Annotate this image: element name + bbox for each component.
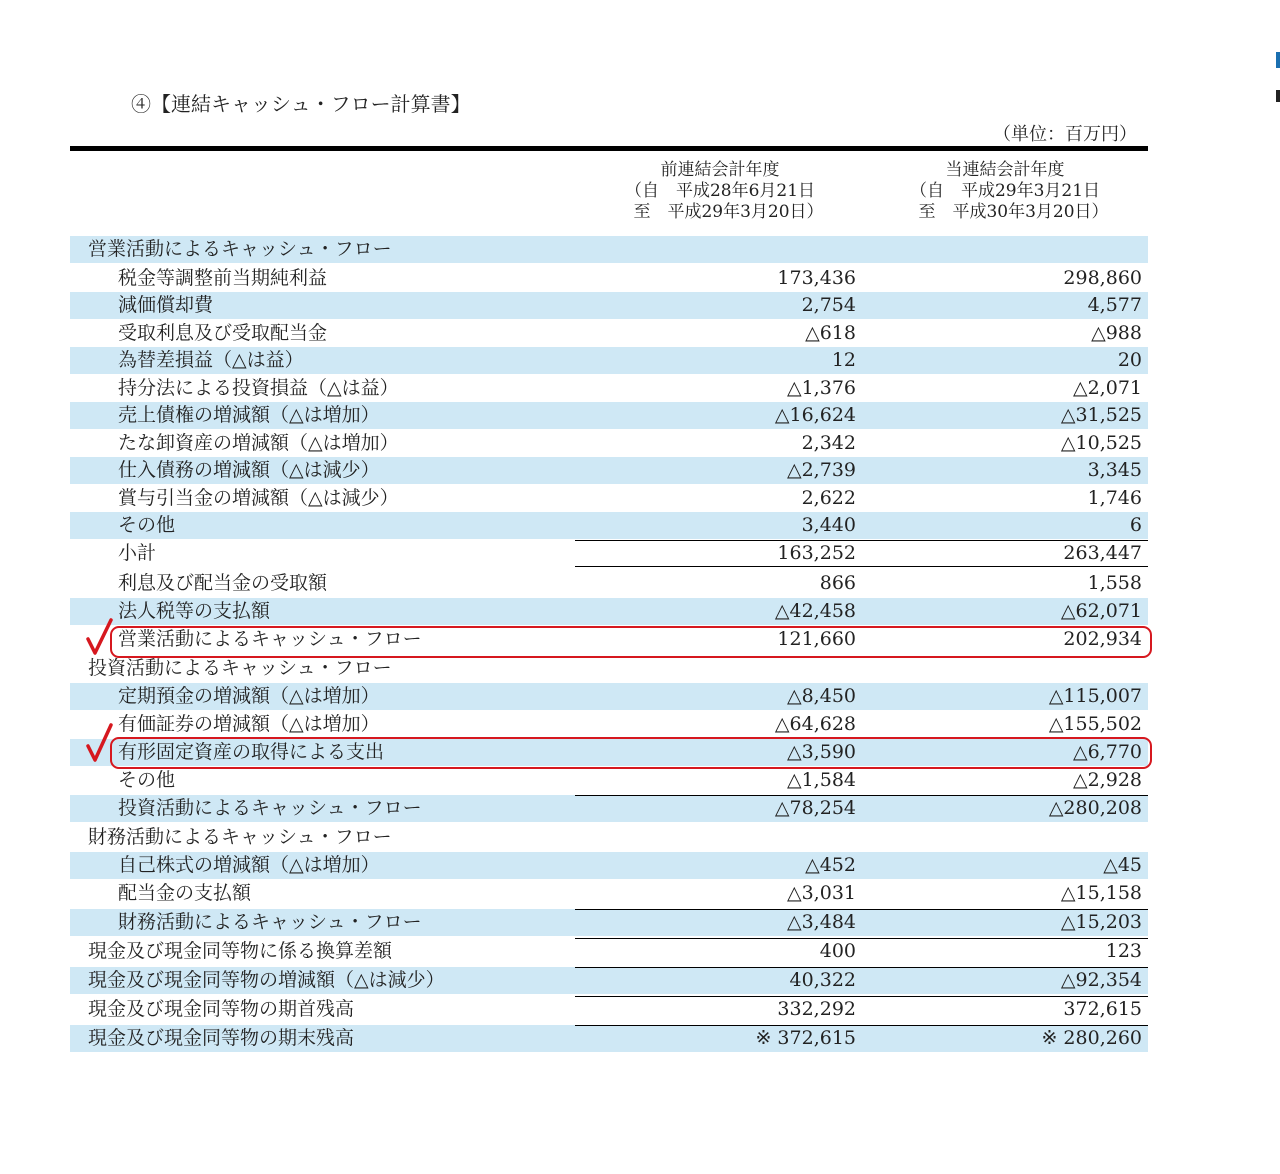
- prev-year-value: △16,624: [774, 404, 856, 426]
- current-year-value: △115,007: [1048, 685, 1142, 707]
- prev-year-value: △8,450: [786, 685, 856, 707]
- table-row: [70, 824, 1148, 851]
- current-year-value: △280,208: [1048, 797, 1142, 819]
- highlight-box-ppe-acquisition: [110, 737, 1152, 769]
- row-label: 受取利息及び受取配当金: [118, 322, 328, 344]
- current-year-value: 263,447: [1063, 542, 1142, 564]
- current-year-value: 1,558: [1087, 572, 1142, 594]
- row-label: 売上債権の増減額（△は増加）: [118, 404, 380, 426]
- current-year-value: △155,502: [1048, 713, 1142, 735]
- table-row: [70, 570, 1148, 597]
- prev-year-value: △78,254: [774, 797, 856, 819]
- current-year-value: 6: [1129, 514, 1142, 536]
- current-year-value: △10,525: [1060, 432, 1142, 454]
- current-year-value: △2,928: [1072, 769, 1142, 791]
- column-header-prev-year: 前連結会計年度 （自 平成28年6月21日 至 平成29年3月20日）: [624, 160, 824, 222]
- row-label: 定期預金の増減額（△は増加）: [118, 685, 380, 707]
- row-label: 法人税等の支払額: [118, 600, 271, 622]
- row-label: 自己株式の増減額（△は増加）: [118, 854, 380, 876]
- table-row: [70, 402, 1148, 429]
- row-label: 営業活動によるキャッシュ・フロー: [88, 238, 392, 260]
- row-label: その他: [118, 769, 176, 791]
- current-year-value: 298,860: [1063, 267, 1142, 289]
- window-edge: [1276, 52, 1280, 68]
- current-year-value: △988: [1091, 322, 1142, 344]
- unit-label: （単位：百万円）: [993, 124, 1137, 145]
- statement-title: ④【連結キャッシュ・フロー計算書】: [131, 92, 471, 116]
- prev-year-value: 2,342: [801, 432, 856, 454]
- current-year-value: △6,770: [1072, 741, 1142, 763]
- table-row: [70, 320, 1148, 347]
- prev-year-value: 332,292: [777, 998, 856, 1020]
- window-edge: [1276, 90, 1280, 102]
- row-label: 現金及び現金同等物の増減額（△は減少）: [88, 969, 445, 991]
- prev-year-value: 2,622: [801, 487, 856, 509]
- row-label: たな卸資産の増減額（△は増加）: [118, 432, 399, 454]
- current-year-value: 4,577: [1087, 294, 1142, 316]
- current-year-value: 1,746: [1087, 487, 1142, 509]
- table-row: [70, 512, 1148, 539]
- table-row: [70, 767, 1148, 794]
- row-label: 現金及び現金同等物の期末残高: [88, 1027, 355, 1049]
- row-label: 有形固定資産の取得による支出: [118, 741, 385, 763]
- table-row: [70, 485, 1148, 512]
- table-row: [70, 909, 1148, 936]
- row-label: その他: [118, 514, 176, 536]
- row-label: 税金等調整前当期純利益: [118, 267, 328, 289]
- table-row: [70, 292, 1148, 319]
- table-row: [70, 683, 1148, 710]
- table-row: [70, 540, 1148, 567]
- row-label: 減価償却費: [118, 294, 214, 316]
- current-year-value: △15,158: [1060, 882, 1142, 904]
- table-row: [70, 598, 1148, 625]
- table-row: [70, 430, 1148, 457]
- prev-year-value: △3,484: [786, 911, 856, 933]
- table-row: [70, 655, 1148, 682]
- current-year-value: 202,934: [1063, 628, 1142, 650]
- prev-year-value: 12: [831, 349, 856, 371]
- row-label: 財務活動によるキャッシュ・フロー: [88, 826, 392, 848]
- prev-year-value: 3,440: [801, 514, 856, 536]
- table-row: [70, 265, 1148, 292]
- current-year-value: △62,071: [1060, 600, 1142, 622]
- prev-year-value: △3,031: [786, 882, 856, 904]
- table-row: [70, 375, 1148, 402]
- row-label: 利息及び配当金の受取額: [118, 572, 328, 594]
- row-label: 有価証券の増減額（△は増加）: [118, 713, 380, 735]
- table-row: [70, 457, 1148, 484]
- current-year-value: △31,525: [1060, 404, 1142, 426]
- row-label: 投資活動によるキャッシュ・フロー: [88, 657, 392, 679]
- row-label: 持分法による投資損益（△は益）: [118, 377, 399, 399]
- prev-year-value: △1,584: [786, 769, 856, 791]
- table-row: [70, 880, 1148, 907]
- prev-year-value: △1,376: [786, 377, 856, 399]
- prev-year-value: △2,739: [786, 459, 856, 481]
- checkmark-icon: [84, 722, 114, 764]
- table-row: [70, 938, 1148, 965]
- table-row: [70, 852, 1148, 879]
- prev-year-value: △64,628: [774, 713, 856, 735]
- table-row: [70, 795, 1148, 822]
- prev-year-value: △3,590: [786, 741, 856, 763]
- row-label: 為替差損益（△は益）: [118, 349, 304, 371]
- current-year-value: 372,615: [1063, 998, 1142, 1020]
- current-year-value: 3,345: [1087, 459, 1142, 481]
- prev-year-value: 163,252: [777, 542, 856, 564]
- row-label: 現金及び現金同等物に係る換算差額: [88, 940, 393, 962]
- row-label: 現金及び現金同等物の期首残高: [88, 998, 355, 1020]
- checkmark-icon: [84, 617, 114, 657]
- table-row: [70, 967, 1148, 994]
- prev-year-value: 866: [819, 572, 856, 594]
- current-year-value: △2,071: [1072, 377, 1142, 399]
- current-year-value: ※ 280,260: [1041, 1027, 1142, 1049]
- current-year-value: △15,203: [1060, 911, 1142, 933]
- row-label: 投資活動によるキャッシュ・フロー: [118, 797, 422, 819]
- current-year-value: 123: [1105, 940, 1142, 962]
- current-year-value: △92,354: [1060, 969, 1142, 991]
- column-header-current-year: 当連結会計年度 （自 平成29年3月21日 至 平成30年3月20日）: [909, 160, 1109, 222]
- prev-year-value: ※ 372,615: [755, 1027, 856, 1049]
- row-label: 賞与引当金の増減額（△は減少）: [118, 487, 399, 509]
- prev-year-value: 400: [819, 940, 856, 962]
- table-row: [70, 1025, 1148, 1052]
- current-year-value: 20: [1117, 349, 1142, 371]
- row-label: 仕入債務の増減額（△は減少）: [118, 459, 380, 481]
- row-label: 財務活動によるキャッシュ・フロー: [118, 911, 422, 933]
- prev-year-value: 40,322: [789, 969, 856, 991]
- table-row: [70, 347, 1148, 374]
- prev-year-value: △42,458: [774, 600, 856, 622]
- prev-year-value: △618: [805, 322, 856, 344]
- prev-year-value: 121,660: [777, 628, 856, 650]
- row-label: 小計: [118, 542, 157, 564]
- prev-year-value: 173,436: [777, 267, 856, 289]
- top-rule: [70, 146, 1148, 151]
- prev-year-value: 2,754: [801, 294, 856, 316]
- current-year-value: △45: [1103, 854, 1142, 876]
- row-label: 配当金の支払額: [118, 882, 252, 904]
- prev-year-value: △452: [805, 854, 856, 876]
- table-row: [70, 996, 1148, 1023]
- highlight-box-operating-cf: [110, 626, 1152, 658]
- row-label: 営業活動によるキャッシュ・フロー: [118, 628, 422, 650]
- table-row: [70, 711, 1148, 738]
- table-row: [70, 236, 1148, 263]
